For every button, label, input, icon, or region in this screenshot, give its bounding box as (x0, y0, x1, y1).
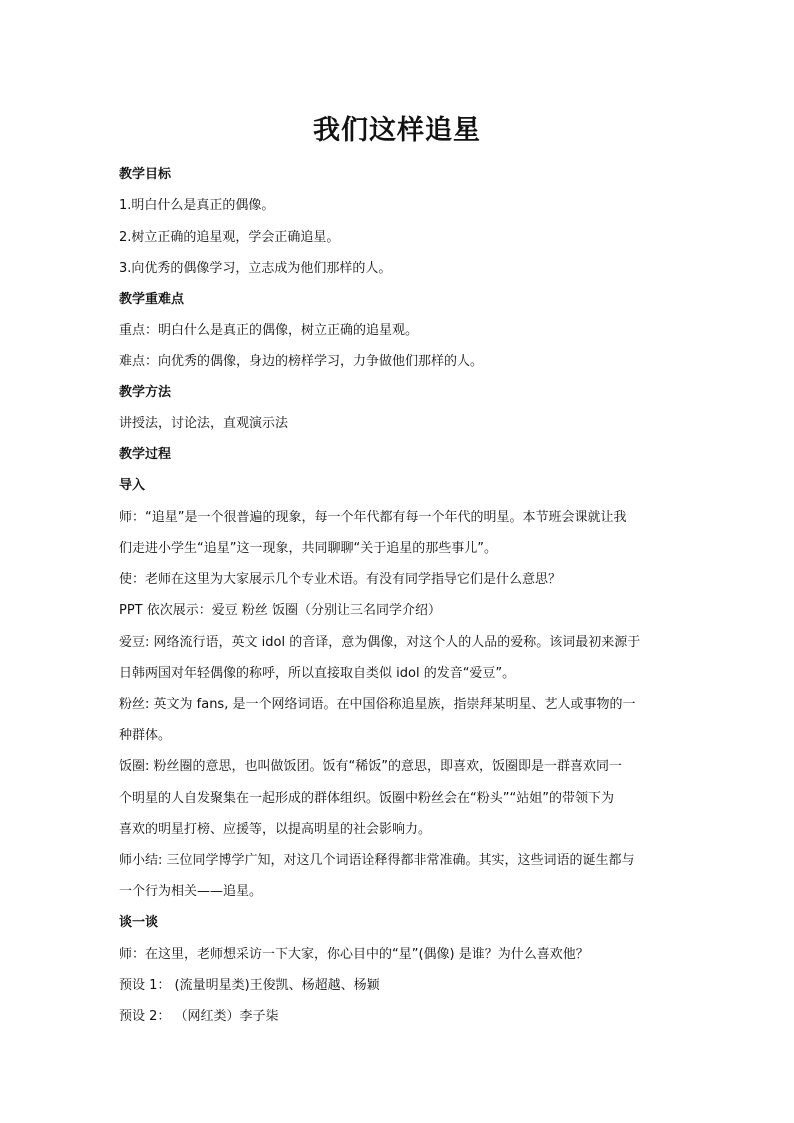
paragraph-6-line-1: 饭圈: 粉丝圈的意思，也叫做饭团。饭有“稀饭”的意思，即喜欢，饭圈即是一群喜欢同一 (119, 759, 622, 774)
goal-item-1: 1.明白什么是真正的偶像。 (119, 198, 275, 213)
difficult-point: 难点：向优秀的偶像，身边的榜样学习，力争做他们那样的人。 (119, 354, 484, 369)
paragraph-5-line-1: 粉丝: 英文为 fans, 是一个网络词语。在中国俗称追星族，指崇拜某明星、艺人或事物的一 (119, 697, 636, 712)
paragraph-1-line-2: 们走进小学生“追星”这一现象，共同聊聊“关于追星的那些事儿”。 (119, 541, 497, 556)
paragraph-6-line-2: 个明星的人自发聚集在一起形成的群体组织。饭圈中粉丝会在“粉头”“站姐”的带领下为 (119, 791, 614, 806)
heading-intro: 导入 (119, 478, 146, 493)
paragraph-7-line-1: 师小结: 三位同学博学广知，对这几个词语诠释得都非常准确。其实，这些词语的诞生都与 (119, 853, 635, 868)
paragraph-4-line-2: 日韩两国对年轻偶像的称呼，所以直接取自类似 idol 的发音“爱豆”。 (119, 666, 516, 681)
goal-item-2: 2.树立正确的追星观，学会正确追星。 (119, 230, 340, 245)
heading-goals: 教学目标 (119, 167, 172, 182)
paragraph-8: 师：在这里，老师想采访一下大家，你心目中的“星”(偶像) 是谁？为什么喜欢他？ (119, 947, 589, 962)
key-point: 重点：明白什么是真正的偶像，树立正确的追星观。 (119, 323, 419, 338)
preset-2: 预设 2： （网红类）李子柒 (119, 1009, 279, 1024)
preset-1: 预设 1： (流量明星类)王俊凯、杨超越、杨颖 (119, 978, 380, 993)
document-title: 我们这样追星 (313, 115, 481, 146)
paragraph-5-line-2: 种群体。 (119, 728, 172, 743)
paragraph-7-line-2: 一个行为相关——追星。 (119, 884, 263, 899)
paragraph-6-line-3: 喜欢的明星打榜、应援等，以提高明星的社会影响力。 (119, 822, 432, 837)
heading-talk: 谈一谈 (119, 915, 159, 930)
heading-process: 教学过程 (119, 447, 172, 462)
goal-item-3: 3.向优秀的偶像学习，立志成为他们那样的人。 (119, 261, 392, 276)
paragraph-3: PPT 依次展示：爱豆 粉丝 饭圈（分别让三名同学介绍） (119, 603, 442, 618)
paragraph-1-line-1: 师：“追星”是一个很普遍的现象，每一个年代都有每一个年代的明星。本节班会课就让我 (119, 510, 627, 525)
paragraph-4-line-1: 爱豆: 网络流行语，英文 idol 的音译，意为偶像，对这个人的人品的爱称。该词最初来源于 (119, 635, 641, 650)
heading-methods: 教学方法 (119, 385, 172, 400)
methods-text: 讲授法，讨论法，直观演示法 (119, 416, 289, 431)
paragraph-2: 使：老师在这里为大家展示几个专业术语。有没有同学指导它们是什么意思？ (119, 572, 562, 587)
heading-key-points: 教学重难点 (119, 292, 185, 307)
